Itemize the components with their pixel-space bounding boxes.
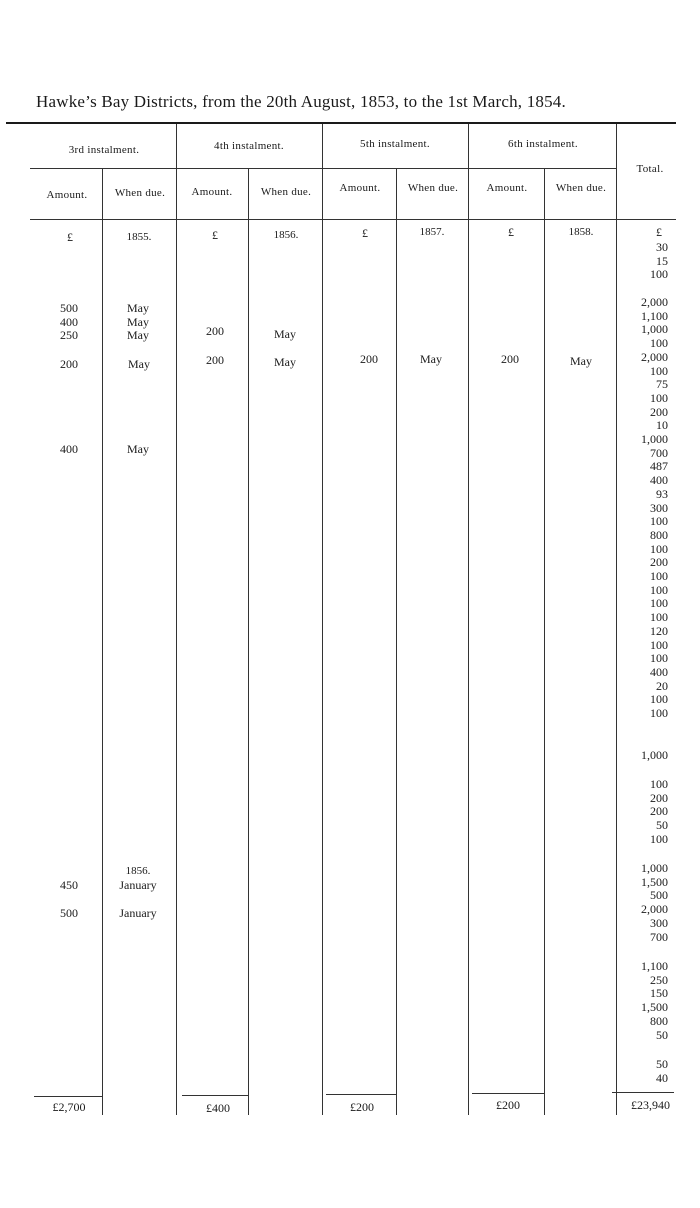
header-bottom-rule xyxy=(30,219,676,220)
unit-inst5-year: 1857. xyxy=(419,226,445,238)
total-value: 487 xyxy=(650,459,668,474)
total-value: 200 xyxy=(650,804,668,819)
header-total: Total. xyxy=(636,163,664,175)
subheader-inst3-amount: Amount. xyxy=(46,189,88,201)
subheader-inst4-amount: Amount. xyxy=(191,186,233,198)
inst3-due-e: January xyxy=(119,906,157,920)
inst4-amount-a: 200 xyxy=(206,324,224,338)
inst3-amount-b: 200 xyxy=(60,357,78,371)
inst3-due: May xyxy=(127,314,149,329)
unit-inst3-amount: £ xyxy=(67,230,73,244)
divider-inst3-cols xyxy=(102,168,103,1115)
inst3-due: May xyxy=(127,328,149,342)
sum-inst3: £2,700 xyxy=(52,1100,86,1114)
total-value: 300 xyxy=(650,500,668,515)
sum-rule-inst6 xyxy=(472,1093,544,1094)
subheader-inst4-when-due: When due. xyxy=(260,186,312,198)
total-value: 100 xyxy=(650,777,668,791)
inst5-due: May xyxy=(420,352,442,366)
total-value: 1,000 xyxy=(641,748,668,762)
header-inst3: 3rd instalment. xyxy=(68,144,140,156)
total-value: 40 xyxy=(656,1070,668,1085)
inst6-amount: 200 xyxy=(501,352,519,366)
totals-group-7 xyxy=(598,1058,668,1085)
total-value: 75 xyxy=(656,377,668,392)
subheader-inst5-amount: Amount. xyxy=(339,182,381,194)
header-subrule-inst6 xyxy=(468,168,616,169)
sum-rule-total xyxy=(612,1092,674,1093)
total-value: 700 xyxy=(650,929,668,944)
subheader-inst6-when-due: When due. xyxy=(555,182,607,194)
total-value: 100 xyxy=(650,541,668,556)
total-value: 800 xyxy=(650,527,668,542)
sum-rule-inst5 xyxy=(326,1094,396,1095)
total-value: 300 xyxy=(650,915,668,930)
inst4-due-b: May xyxy=(274,355,296,369)
total-value: 500 xyxy=(650,888,668,903)
total-value: 1,100 xyxy=(641,959,668,973)
total-value: 100 xyxy=(650,390,668,405)
unit-inst4-amount: £ xyxy=(212,228,218,242)
total-value: 100 xyxy=(650,569,668,584)
total-value: 200 xyxy=(650,555,668,570)
total-value: 400 xyxy=(650,473,668,488)
divider-inst4-cols xyxy=(248,168,249,1115)
divider-inst5-cols xyxy=(396,168,397,1115)
unit-inst4-year: 1856. xyxy=(273,229,299,241)
total-value: 250 xyxy=(650,972,668,987)
total-value: 100 xyxy=(650,831,668,846)
header-subrule-inst4 xyxy=(176,168,322,169)
total-value: 1,000 xyxy=(641,861,668,875)
header-inst5: 5th instalment. xyxy=(360,138,430,150)
total-value: 15 xyxy=(656,253,668,268)
subheader-inst3-when-due: When due. xyxy=(114,187,166,199)
total-value: 400 xyxy=(650,664,668,679)
totals-group-5 xyxy=(598,862,668,944)
total-value: 1,500 xyxy=(641,874,668,889)
inst3-due-a xyxy=(127,302,149,343)
total-value: 2,000 xyxy=(641,349,668,364)
sum-inst6: £200 xyxy=(496,1098,520,1112)
inst3-year-d: 1856. xyxy=(125,865,151,877)
inst3-amount: 250 xyxy=(60,328,78,342)
inst3-due-b: May xyxy=(128,357,150,371)
total-value: 1,000 xyxy=(641,322,668,337)
total-value: 200 xyxy=(650,790,668,805)
total-value: 2,000 xyxy=(641,902,668,917)
divider-inst3-inst4 xyxy=(176,124,177,1115)
header-subrule-inst5 xyxy=(322,168,468,169)
total-value: 1,500 xyxy=(641,1000,668,1015)
inst3-due-d: January xyxy=(119,878,157,892)
total-value: 30 xyxy=(656,240,668,254)
sum-rule-inst3 xyxy=(34,1096,102,1097)
header-inst4: 4th instalment. xyxy=(214,140,284,152)
totals-group-3 xyxy=(598,749,668,763)
total-value: 100 xyxy=(650,363,668,378)
header-subrule-inst3 xyxy=(30,168,176,169)
total-value: 100 xyxy=(650,514,668,529)
unit-inst5-amount: £ xyxy=(362,226,368,240)
inst4-due-a: May xyxy=(274,327,296,341)
total-value: 700 xyxy=(650,445,668,460)
total-value: 100 xyxy=(650,267,668,282)
total-value: 100 xyxy=(650,596,668,611)
unit-inst3-year: 1855. xyxy=(126,231,152,243)
page-title: Hawke’s Bay Districts, from the 20th August, 1853, to the 1st March, 1854. xyxy=(36,92,566,111)
inst3-amount: 500 xyxy=(60,301,78,315)
totals-group-6 xyxy=(598,960,668,1042)
totals-group-2 xyxy=(598,296,668,721)
total-value: 150 xyxy=(650,986,668,1001)
total-value: 50 xyxy=(656,818,668,833)
total-value: 100 xyxy=(650,582,668,597)
unit-total: £ xyxy=(656,225,662,239)
total-value: 93 xyxy=(656,486,668,501)
top-rule xyxy=(6,122,676,124)
divider-inst4-inst5 xyxy=(322,124,323,1115)
inst5-amount: 200 xyxy=(360,352,378,366)
total-value: 100 xyxy=(650,336,668,351)
subheader-inst5-when-due: When due. xyxy=(407,182,459,194)
unit-inst6-amount: £ xyxy=(508,225,514,239)
inst3-amounts-a xyxy=(60,302,78,343)
totals-group-4 xyxy=(598,778,668,847)
header-inst6: 6th instalment. xyxy=(508,138,578,150)
inst3-amount: 400 xyxy=(60,314,78,329)
total-value: 1,000 xyxy=(641,432,668,447)
inst3-due-c: May xyxy=(127,442,149,456)
divider-inst6-cols xyxy=(544,168,545,1115)
total-value: 100 xyxy=(650,610,668,625)
inst6-due: May xyxy=(570,354,592,368)
total-value: 100 xyxy=(650,637,668,652)
total-value: 50 xyxy=(656,1057,668,1071)
inst4-amount-b: 200 xyxy=(206,353,224,367)
inst3-amount-d: 450 xyxy=(60,878,78,892)
sum-rule-inst4 xyxy=(182,1095,248,1096)
total-value: 50 xyxy=(656,1027,668,1042)
total-value: 1,100 xyxy=(641,308,668,323)
sum-inst5: £200 xyxy=(350,1100,374,1114)
total-value: 2,000 xyxy=(641,295,668,309)
total-value: 100 xyxy=(650,651,668,666)
total-value: 100 xyxy=(650,706,668,721)
total-value: 100 xyxy=(650,692,668,707)
sum-inst4: £400 xyxy=(206,1101,230,1115)
inst3-amount-e: 500 xyxy=(60,906,78,920)
divider-inst5-inst6 xyxy=(468,124,469,1115)
sum-total: £23,940 xyxy=(631,1098,670,1112)
subheader-inst6-amount: Amount. xyxy=(486,182,528,194)
total-value: 800 xyxy=(650,1013,668,1028)
total-value: 10 xyxy=(656,418,668,433)
total-value: 20 xyxy=(656,678,668,693)
inst3-amount-c: 400 xyxy=(60,442,78,456)
total-value: 120 xyxy=(650,623,668,638)
inst3-due: May xyxy=(127,301,149,315)
total-value: 200 xyxy=(650,404,668,419)
totals-group-1 xyxy=(598,241,668,282)
unit-inst6-year: 1858. xyxy=(568,226,594,238)
